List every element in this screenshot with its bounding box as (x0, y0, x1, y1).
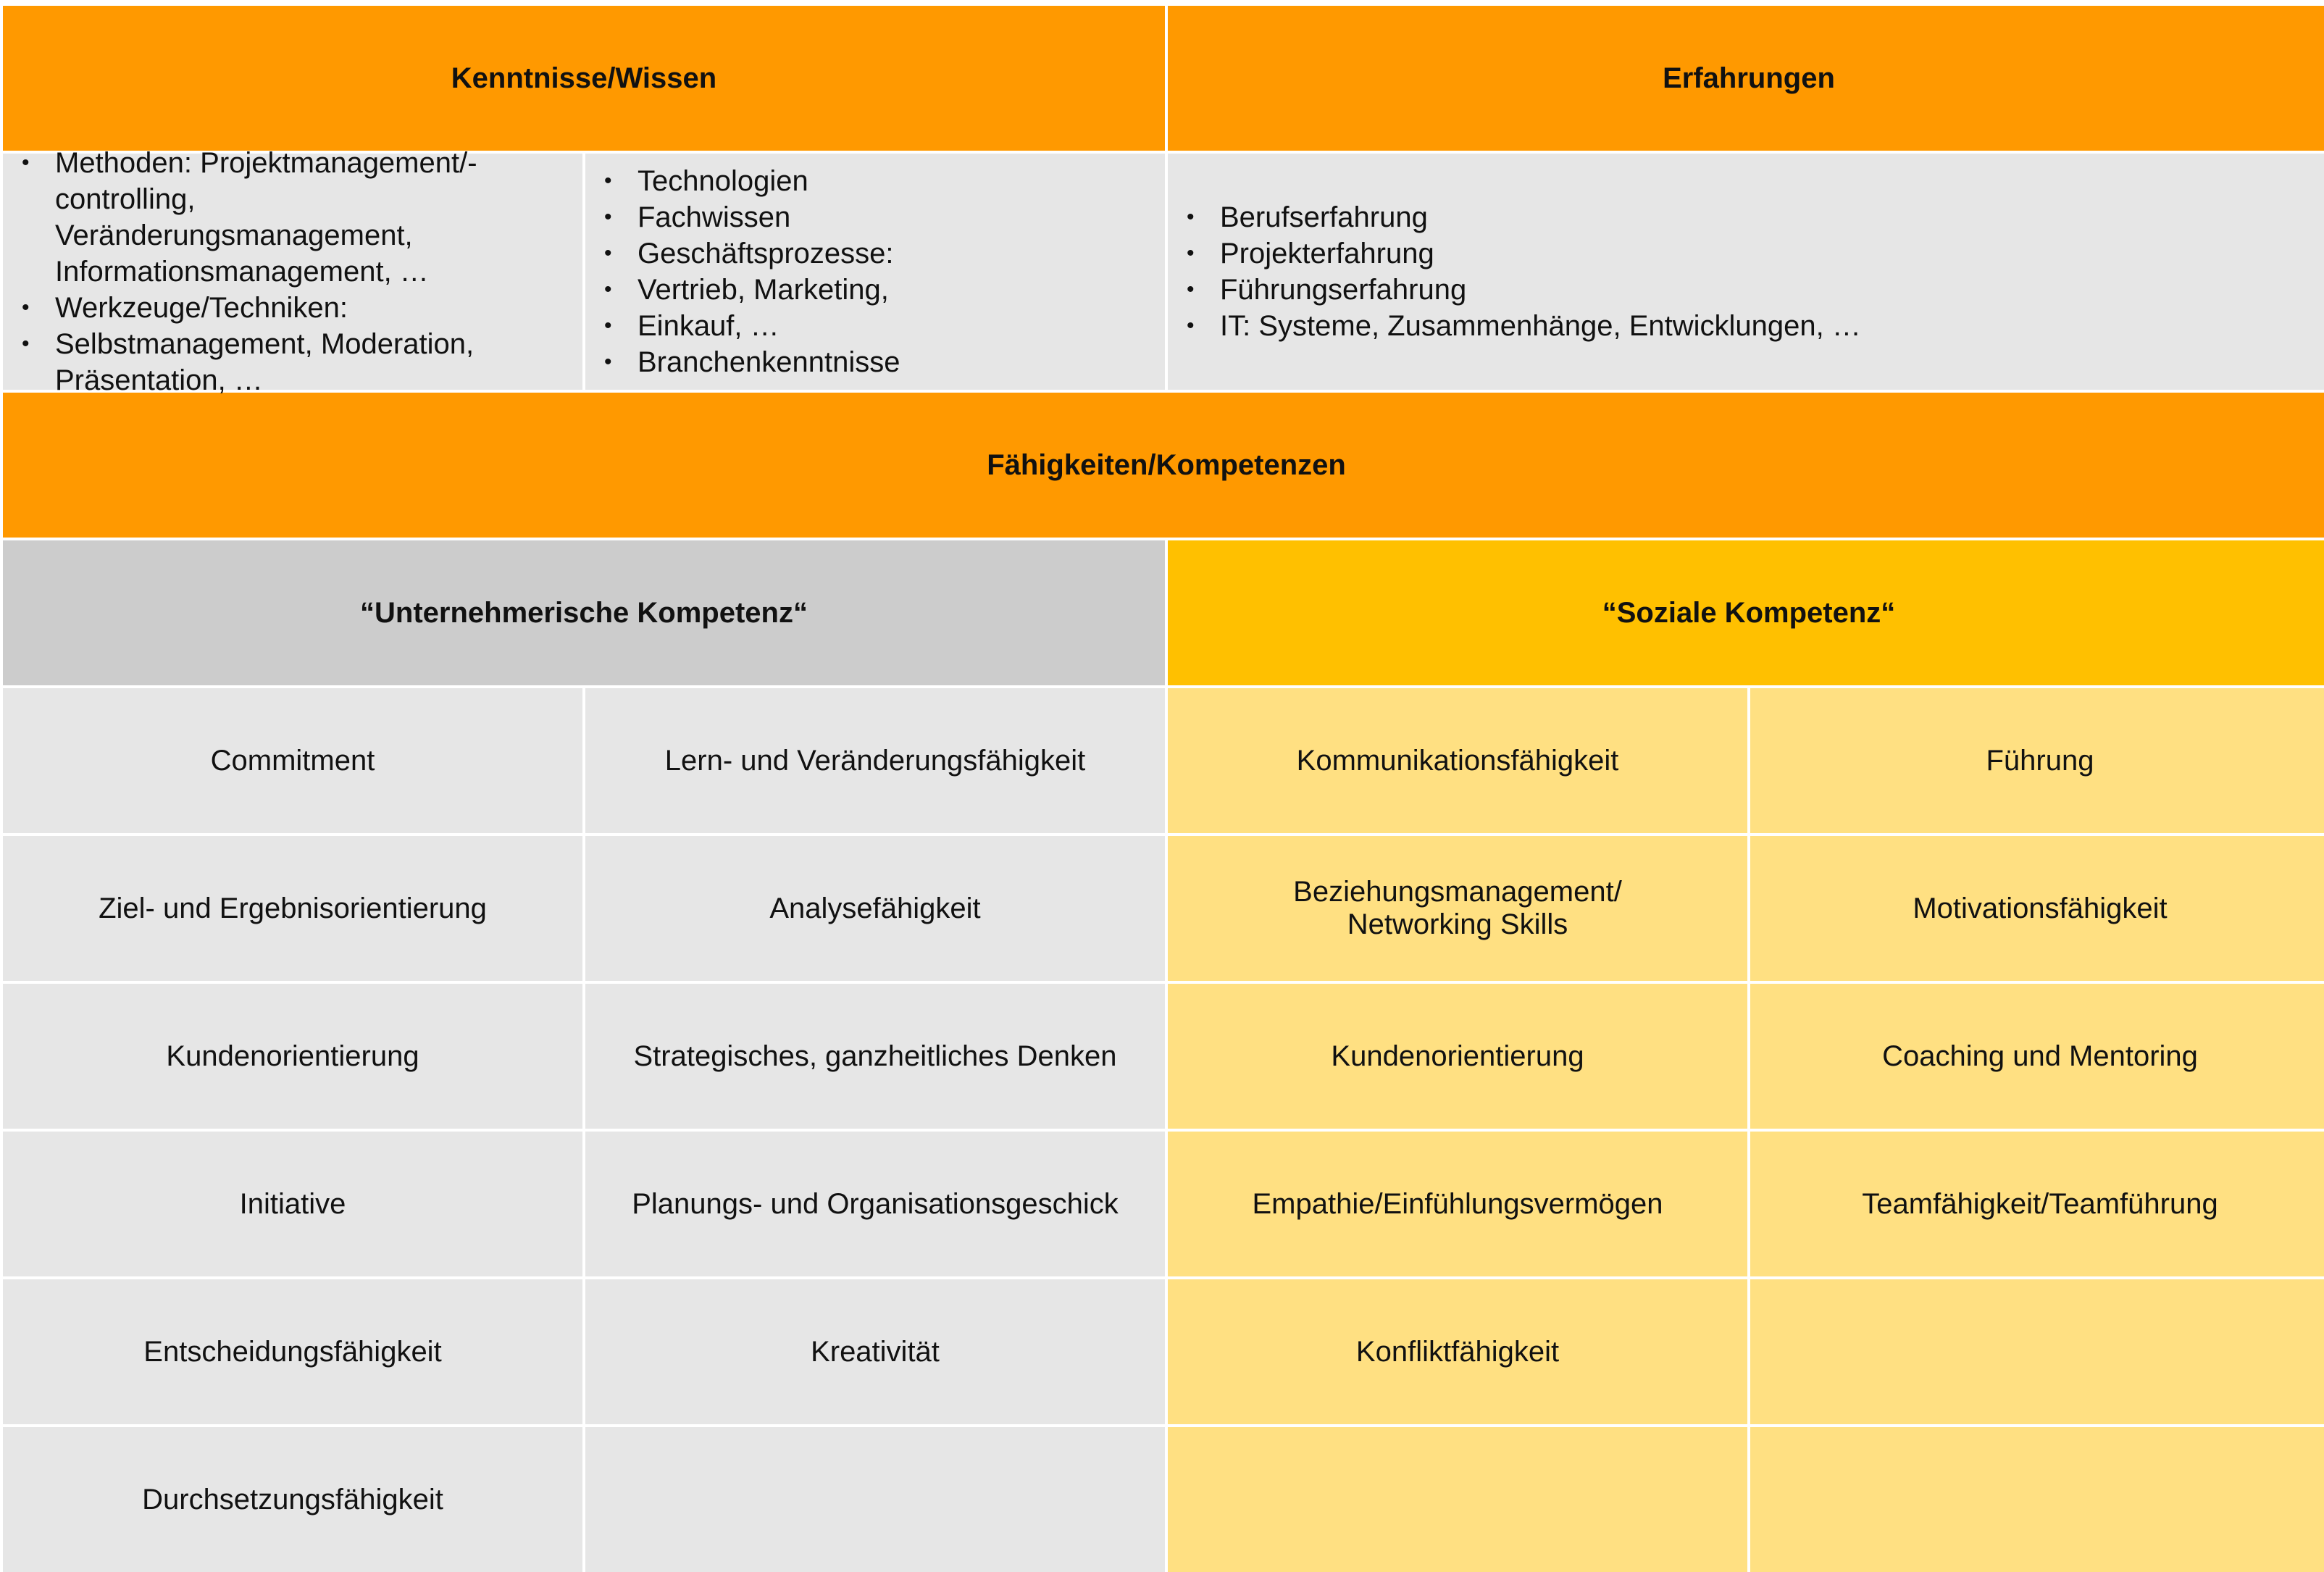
header-faehigkeiten-label: Fähigkeiten/Kompetenzen (987, 448, 1346, 481)
list-item: • Projekterfahrung (1181, 235, 1861, 272)
table-cell (585, 984, 1165, 1129)
table-cell (3, 688, 582, 833)
erfahrungen-list (1181, 199, 1861, 344)
cell-text: Motivationsfähigkeit (1913, 892, 2168, 924)
kenntnisse-right-list-cell (585, 154, 1165, 390)
subheader-soziale-kompetenz (1168, 540, 2324, 685)
header-erfahrungen (1168, 6, 2324, 151)
table-cell (1750, 836, 2324, 981)
table-cell (3, 836, 582, 981)
table-cell (1168, 1279, 1747, 1424)
table-cell (1168, 688, 1747, 833)
list-item: • Branchenkenntnisse (598, 344, 900, 380)
cell-text: Coaching und Mentoring (1882, 1040, 2198, 1072)
table-cell (585, 1279, 1165, 1424)
header-kenntnisse-label: Kenntnisse/Wissen (451, 62, 717, 94)
cell-text: Teamfähigkeit/Teamführung (1862, 1187, 2218, 1220)
table-cell-empty (1750, 1279, 2324, 1424)
subheader-sozial-label: “Soziale Kompetenz“ (1602, 596, 1896, 629)
table-cell (3, 1132, 582, 1276)
table-cell (1168, 984, 1747, 1129)
cell-text: Beziehungsmanagement/ Networking Skills (1293, 876, 1622, 940)
list-item-continuation: Informationsmanagement, … (55, 256, 429, 288)
list-item: • IT: Systeme, Zusammenhänge, Entwicklungen, … (1181, 308, 1861, 344)
list-item: • Selbstmanagement, Moderation, Präsentation, … (16, 326, 582, 398)
cell-text: Führung (1986, 744, 2094, 777)
list-item-continuation: Veränderungsmanagement, (55, 220, 413, 251)
list-item: • Vertrieb, Marketing, (598, 272, 900, 308)
kenntnisse-left-list-cell (3, 147, 582, 396)
header-kenntnisse-wissen (3, 6, 1165, 151)
table-cell (1168, 836, 1747, 981)
table-cell-empty (585, 1427, 1165, 1572)
table-cell (585, 688, 1165, 833)
cell-text: Lern- und Veränderungsfähigkeit (664, 744, 1086, 777)
erfahrungen-list-cell (1168, 154, 2324, 390)
kenntnisse-right-list (598, 163, 900, 380)
cell-text: Empathie/Einfühlungsvermögen (1252, 1187, 1663, 1220)
cell-text: Planungs- und Organisationsgeschick (632, 1187, 1119, 1220)
list-item: • Fachwissen (598, 199, 900, 235)
table-cell-empty (1750, 1427, 2324, 1572)
table-cell (1168, 1132, 1747, 1276)
table-cell (3, 1279, 582, 1424)
table-cell (585, 836, 1165, 981)
cell-text: Durchsetzungsfähigkeit (142, 1483, 443, 1515)
header-erfahrungen-label: Erfahrungen (1663, 62, 1835, 94)
table-cell (585, 1132, 1165, 1276)
cell-text: Entscheidungsfähigkeit (143, 1335, 442, 1368)
cell-text: Analysefähigkeit (769, 892, 981, 924)
list-item: • Berufserfahrung (1181, 199, 1861, 235)
cell-text: Kundenorientierung (1331, 1040, 1584, 1072)
list-item: • Methoden: Projektmanagement/-controlling, (16, 145, 582, 217)
list-item: • Werkzeuge/Techniken: (16, 290, 582, 326)
table-cell (1750, 984, 2324, 1129)
cell-text: Kommunikationsfähigkeit (1296, 744, 1619, 777)
cell-text: Ziel- und Ergebnisorientierung (99, 892, 487, 924)
subheader-unternehmerische-kompetenz (3, 540, 1165, 685)
table-cell-empty (1168, 1427, 1747, 1572)
subheader-unternehmerisch-label: “Unternehmerische Kompetenz“ (360, 596, 808, 629)
cell-text: Strategisches, ganzheitliches Denken (633, 1040, 1117, 1072)
cell-text: Konfliktfähigkeit (1355, 1335, 1560, 1368)
cell-text: Kundenorientierung (166, 1040, 419, 1072)
list-item: • Geschäftsprozesse: (598, 235, 900, 272)
list-item: • Technologien (598, 163, 900, 199)
table-cell (3, 984, 582, 1129)
list-item: • Einkauf, … (598, 308, 900, 344)
cell-text: Kreativität (811, 1335, 940, 1368)
cell-text: Commitment (210, 744, 375, 777)
table-cell (3, 1427, 582, 1572)
table-cell (1750, 688, 2324, 833)
list-item: • Führungserfahrung (1181, 272, 1861, 308)
kenntnisse-left-list (16, 145, 582, 398)
cell-text: Initiative (239, 1187, 346, 1220)
table-cell (1750, 1132, 2324, 1276)
header-faehigkeiten-kompetenzen (3, 393, 2324, 538)
